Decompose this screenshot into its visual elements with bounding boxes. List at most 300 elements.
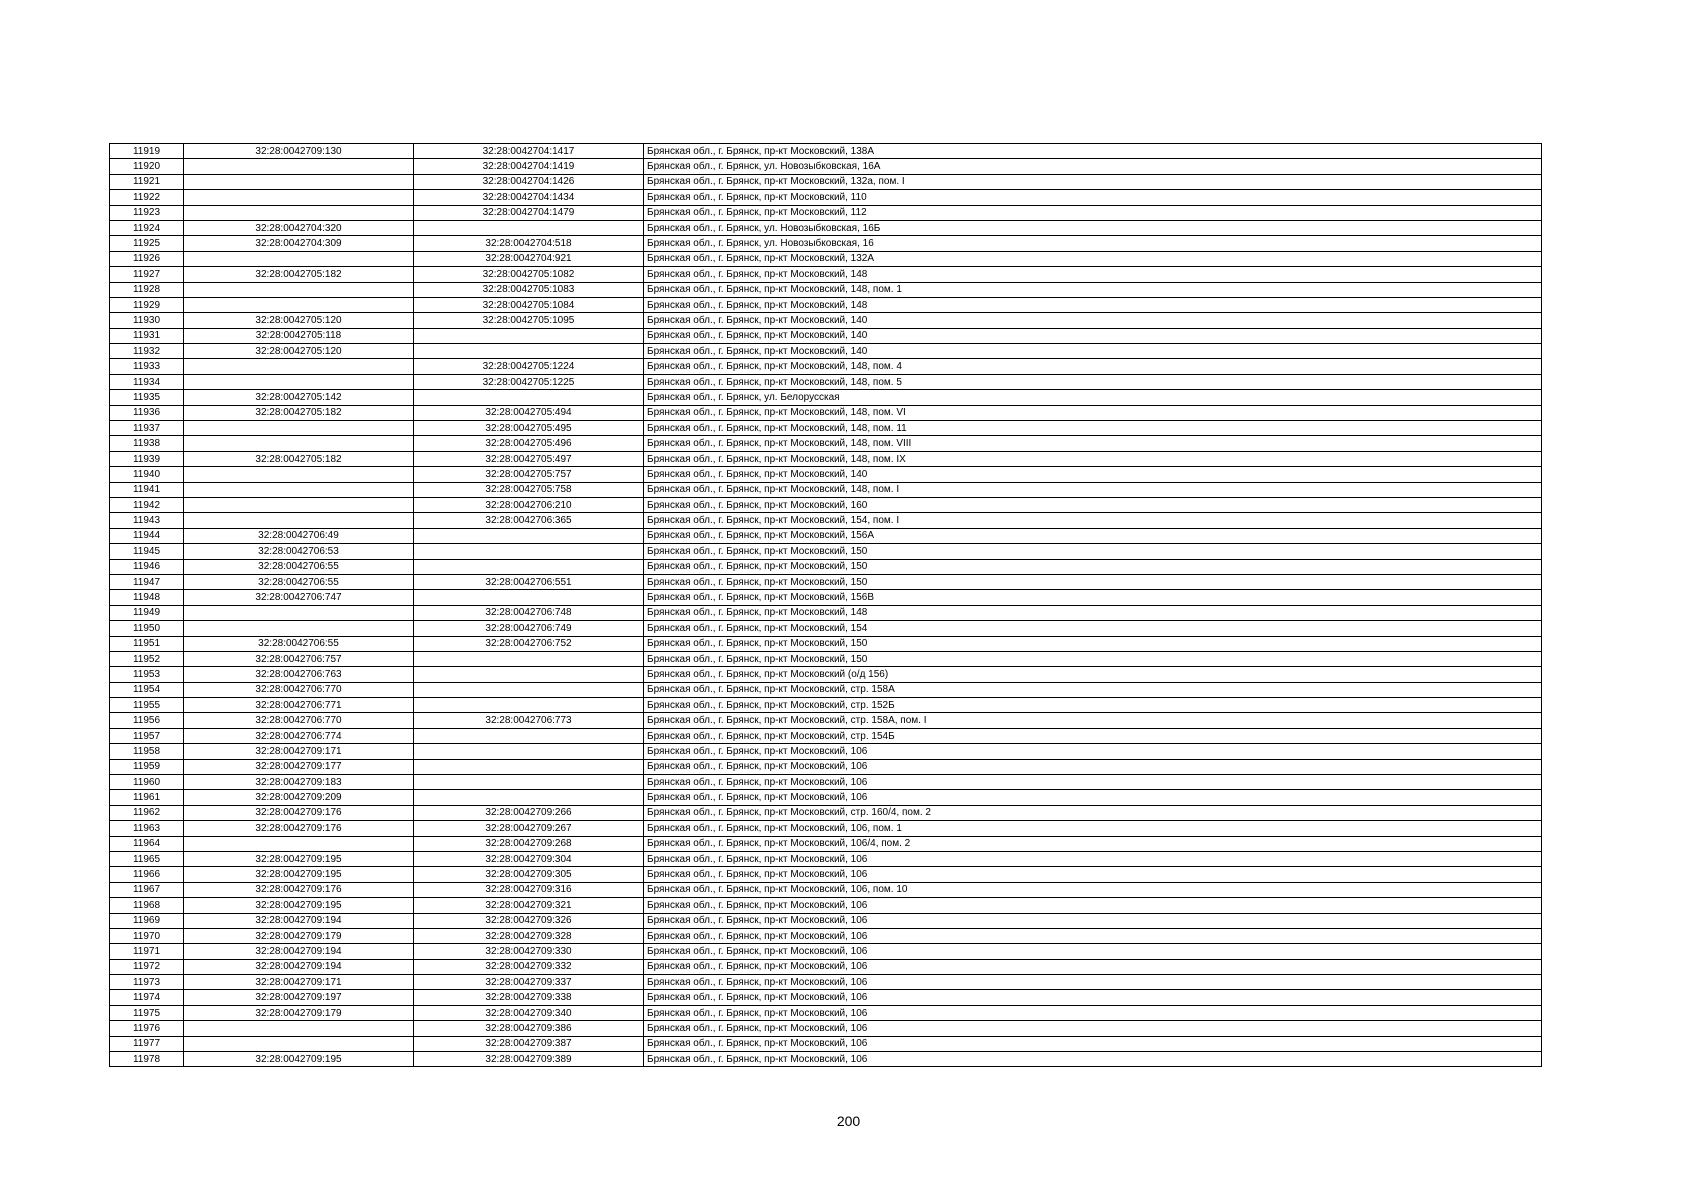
row-number-cell: 11967 <box>110 882 184 897</box>
table-body <box>110 144 1542 1067</box>
table-row <box>110 959 1542 974</box>
object-number-cell <box>414 698 644 713</box>
object-number-cell: 32:28:0042706:365 <box>414 513 644 528</box>
table-row <box>110 713 1542 728</box>
row-number-cell: 11978 <box>110 1052 184 1067</box>
row-number-cell: 11964 <box>110 836 184 851</box>
address-cell: Брянская обл., г. Брянск, ул. Новозыбковская, 16 <box>644 236 1542 251</box>
row-number-cell: 11975 <box>110 1005 184 1020</box>
parcel-number-cell <box>184 605 414 620</box>
parcel-number-cell: 32:28:0042709:195 <box>184 898 414 913</box>
row-number-cell: 11942 <box>110 497 184 512</box>
parcel-number-cell: 32:28:0042709:197 <box>184 990 414 1005</box>
table-row <box>110 390 1542 405</box>
parcel-number-cell <box>184 374 414 389</box>
parcel-number-cell: 32:28:0042709:194 <box>184 913 414 928</box>
parcel-number-cell <box>184 359 414 374</box>
table-row <box>110 482 1542 497</box>
row-number-cell: 11955 <box>110 698 184 713</box>
table-row <box>110 282 1542 297</box>
row-number-cell: 11971 <box>110 944 184 959</box>
table-row <box>110 313 1542 328</box>
table-row <box>110 220 1542 235</box>
table-row <box>110 821 1542 836</box>
table-row <box>110 559 1542 574</box>
table-row <box>110 467 1542 482</box>
address-cell: Брянская обл., г. Брянск, пр-кт Московский, 148, пом. I <box>644 482 1542 497</box>
table-row <box>110 1036 1542 1051</box>
parcel-number-cell: 32:28:0042706:747 <box>184 590 414 605</box>
address-cell: Брянская обл., г. Брянск, пр-кт Московский, 160 <box>644 497 1542 512</box>
parcel-number-cell: 32:28:0042706:770 <box>184 682 414 697</box>
table-row <box>110 374 1542 389</box>
parcel-number-cell <box>184 1036 414 1051</box>
object-number-cell: 32:28:0042709:338 <box>414 990 644 1005</box>
parcel-number-cell: 32:28:0042706:757 <box>184 651 414 666</box>
address-cell: Брянская обл., г. Брянск, пр-кт Московский, 106 <box>644 759 1542 774</box>
address-cell: Брянская обл., г. Брянск, пр-кт Московский, 106 <box>644 851 1542 866</box>
address-cell: Брянская обл., г. Брянск, пр-кт Московский, 106 <box>644 867 1542 882</box>
parcel-number-cell <box>184 513 414 528</box>
parcel-number-cell: 32:28:0042709:195 <box>184 1052 414 1067</box>
parcel-number-cell: 32:28:0042706:55 <box>184 636 414 651</box>
object-number-cell: 32:28:0042704:921 <box>414 251 644 266</box>
table-row <box>110 682 1542 697</box>
parcel-number-cell: 32:28:0042706:53 <box>184 544 414 559</box>
row-number-cell: 11929 <box>110 297 184 312</box>
object-number-cell <box>414 682 644 697</box>
address-cell: Брянская обл., г. Брянск, пр-кт Московский, 106 <box>644 944 1542 959</box>
address-cell: Брянская обл., г. Брянск, ул. Белорусская <box>644 390 1542 405</box>
row-number-cell: 11934 <box>110 374 184 389</box>
address-cell: Брянская обл., г. Брянск, пр-кт Московский, стр. 158А <box>644 682 1542 697</box>
parcel-number-cell <box>184 205 414 220</box>
object-number-cell: 32:28:0042709:332 <box>414 959 644 974</box>
row-number-cell: 11968 <box>110 898 184 913</box>
table-row <box>110 898 1542 913</box>
address-cell: Брянская обл., г. Брянск, пр-кт Московский, 106 <box>644 975 1542 990</box>
address-cell: Брянская обл., г. Брянск, пр-кт Московский, 154 <box>644 621 1542 636</box>
row-number-cell: 11919 <box>110 144 184 159</box>
object-number-cell <box>414 728 644 743</box>
row-number-cell: 11933 <box>110 359 184 374</box>
table-row <box>110 328 1542 343</box>
address-cell: Брянская обл., г. Брянск, пр-кт Московский, 132а, пом. I <box>644 174 1542 189</box>
table-row <box>110 990 1542 1005</box>
object-number-cell: 32:28:0042704:1426 <box>414 174 644 189</box>
address-cell: Брянская обл., г. Брянск, пр-кт Московский, 140 <box>644 467 1542 482</box>
object-number-cell: 32:28:0042709:321 <box>414 898 644 913</box>
table-row <box>110 297 1542 312</box>
table-row <box>110 759 1542 774</box>
table-row <box>110 851 1542 866</box>
row-number-cell: 11976 <box>110 1021 184 1036</box>
row-number-cell: 11950 <box>110 621 184 636</box>
parcel-number-cell: 32:28:0042709:179 <box>184 1005 414 1020</box>
table-row <box>110 1052 1542 1067</box>
object-number-cell: 32:28:0042709:305 <box>414 867 644 882</box>
row-number-cell: 11958 <box>110 744 184 759</box>
address-cell: Брянская обл., г. Брянск, пр-кт Московский, 106 <box>644 1036 1542 1051</box>
row-number-cell: 11925 <box>110 236 184 251</box>
table-row <box>110 636 1542 651</box>
parcel-number-cell <box>184 836 414 851</box>
row-number-cell: 11945 <box>110 544 184 559</box>
object-number-cell: 32:28:0042706:749 <box>414 621 644 636</box>
row-number-cell: 11970 <box>110 928 184 943</box>
table-row <box>110 174 1542 189</box>
row-number-cell: 11941 <box>110 482 184 497</box>
parcel-number-cell: 32:28:0042709:195 <box>184 867 414 882</box>
address-cell: Брянская обл., г. Брянск, пр-кт Московский, стр. 152Б <box>644 698 1542 713</box>
address-cell: Брянская обл., г. Брянск, пр-кт Московский, 110 <box>644 190 1542 205</box>
object-number-cell: 32:28:0042706:752 <box>414 636 644 651</box>
object-number-cell <box>414 544 644 559</box>
parcel-number-cell <box>184 436 414 451</box>
parcel-number-cell: 32:28:0042709:195 <box>184 851 414 866</box>
object-number-cell: 32:28:0042705:1095 <box>414 313 644 328</box>
parcel-number-cell: 32:28:0042709:130 <box>184 144 414 159</box>
table-row <box>110 497 1542 512</box>
address-cell: Брянская обл., г. Брянск, пр-кт Московский, 150 <box>644 559 1542 574</box>
parcel-number-cell: 32:28:0042705:182 <box>184 451 414 466</box>
address-cell: Брянская обл., г. Брянск, пр-кт Московский, 106, пом. 1 <box>644 821 1542 836</box>
table-row <box>110 544 1542 559</box>
row-number-cell: 11962 <box>110 805 184 820</box>
row-number-cell: 11956 <box>110 713 184 728</box>
row-number-cell: 11931 <box>110 328 184 343</box>
table-row <box>110 251 1542 266</box>
row-number-cell: 11972 <box>110 959 184 974</box>
object-number-cell: 32:28:0042704:1419 <box>414 159 644 174</box>
address-cell: Брянская обл., г. Брянск, пр-кт Московский, 148, пом. 1 <box>644 282 1542 297</box>
table-row <box>110 698 1542 713</box>
parcel-number-cell: 32:28:0042709:171 <box>184 744 414 759</box>
object-number-cell: 32:28:0042709:387 <box>414 1036 644 1051</box>
parcel-number-cell: 32:28:0042705:120 <box>184 313 414 328</box>
object-number-cell: 32:28:0042709:328 <box>414 928 644 943</box>
object-number-cell: 32:28:0042705:1082 <box>414 267 644 282</box>
row-number-cell: 11947 <box>110 574 184 589</box>
object-number-cell: 32:28:0042705:1225 <box>414 374 644 389</box>
address-cell: Брянская обл., г. Брянск, пр-кт Московский, 106 <box>644 913 1542 928</box>
row-number-cell: 11936 <box>110 405 184 420</box>
table-row <box>110 651 1542 666</box>
address-cell: Брянская обл., г. Брянск, пр-кт Московский, 148 <box>644 297 1542 312</box>
object-number-cell: 32:28:0042709:389 <box>414 1052 644 1067</box>
object-number-cell: 32:28:0042709:266 <box>414 805 644 820</box>
row-number-cell: 11932 <box>110 344 184 359</box>
object-number-cell <box>414 744 644 759</box>
parcel-number-cell <box>184 1021 414 1036</box>
address-cell: Брянская обл., г. Брянск, пр-кт Московский, 106 <box>644 990 1542 1005</box>
table-row <box>110 975 1542 990</box>
row-number-cell: 11923 <box>110 205 184 220</box>
parcel-number-cell: 32:28:0042709:176 <box>184 882 414 897</box>
address-cell: Брянская обл., г. Брянск, пр-кт Московский, 150 <box>644 651 1542 666</box>
table-row <box>110 605 1542 620</box>
object-number-cell: 32:28:0042706:551 <box>414 574 644 589</box>
address-cell: Брянская обл., г. Брянск, пр-кт Московский, 106 <box>644 928 1542 943</box>
object-number-cell: 32:28:0042705:497 <box>414 451 644 466</box>
table-row <box>110 836 1542 851</box>
object-number-cell: 32:28:0042709:268 <box>414 836 644 851</box>
address-cell: Брянская обл., г. Брянск, пр-кт Московский, 140 <box>644 328 1542 343</box>
parcel-number-cell <box>184 190 414 205</box>
row-number-cell: 11940 <box>110 467 184 482</box>
object-number-cell: 32:28:0042705:758 <box>414 482 644 497</box>
parcel-number-cell: 32:28:0042706:774 <box>184 728 414 743</box>
parcel-number-cell <box>184 497 414 512</box>
table-row <box>110 159 1542 174</box>
address-cell: Брянская обл., г. Брянск, пр-кт Московский, стр. 160/4, пом. 2 <box>644 805 1542 820</box>
data-table <box>109 143 1542 1067</box>
object-number-cell: 32:28:0042705:495 <box>414 421 644 436</box>
object-number-cell <box>414 328 644 343</box>
parcel-number-cell: 32:28:0042706:771 <box>184 698 414 713</box>
address-cell: Брянская обл., г. Брянск, пр-кт Московский, 150 <box>644 544 1542 559</box>
row-number-cell: 11938 <box>110 436 184 451</box>
object-number-cell <box>414 790 644 805</box>
parcel-number-cell: 32:28:0042705:120 <box>184 344 414 359</box>
row-number-cell: 11966 <box>110 867 184 882</box>
object-number-cell: 32:28:0042709:326 <box>414 913 644 928</box>
address-cell: Брянская обл., г. Брянск, пр-кт Московский, 106 <box>644 959 1542 974</box>
table-row <box>110 928 1542 943</box>
row-number-cell: 11965 <box>110 851 184 866</box>
object-number-cell: 32:28:0042705:1083 <box>414 282 644 297</box>
address-cell: Брянская обл., г. Брянск, ул. Новозыбковская, 16А <box>644 159 1542 174</box>
row-number-cell: 11921 <box>110 174 184 189</box>
address-cell: Брянская обл., г. Брянск, пр-кт Московский, 148, пом. 11 <box>644 421 1542 436</box>
table-row <box>110 421 1542 436</box>
row-number-cell: 11952 <box>110 651 184 666</box>
parcel-number-cell: 32:28:0042709:183 <box>184 775 414 790</box>
object-number-cell: 32:28:0042705:1224 <box>414 359 644 374</box>
address-cell: Брянская обл., г. Брянск, пр-кт Московский, 140 <box>644 344 1542 359</box>
table-row <box>110 590 1542 605</box>
parcel-number-cell: 32:28:0042709:209 <box>184 790 414 805</box>
object-number-cell: 32:28:0042709:330 <box>414 944 644 959</box>
object-number-cell: 32:28:0042709:316 <box>414 882 644 897</box>
row-number-cell: 11977 <box>110 1036 184 1051</box>
address-cell: Брянская обл., г. Брянск, пр-кт Московский, 106 <box>644 1021 1542 1036</box>
table-row <box>110 744 1542 759</box>
object-number-cell: 32:28:0042706:748 <box>414 605 644 620</box>
parcel-number-cell: 32:28:0042709:176 <box>184 805 414 820</box>
address-cell: Брянская обл., г. Брянск, пр-кт Московский, 150 <box>644 636 1542 651</box>
address-cell: Брянская обл., г. Брянск, пр-кт Московский, 148 <box>644 267 1542 282</box>
parcel-number-cell <box>184 297 414 312</box>
address-cell: Брянская обл., г. Брянск, пр-кт Московский, 156А <box>644 528 1542 543</box>
object-number-cell: 32:28:0042709:340 <box>414 1005 644 1020</box>
parcel-number-cell: 32:28:0042704:320 <box>184 220 414 235</box>
table-row <box>110 1021 1542 1036</box>
address-cell: Брянская обл., г. Брянск, ул. Новозыбковская, 16Б <box>644 220 1542 235</box>
table-row <box>110 451 1542 466</box>
row-number-cell: 11951 <box>110 636 184 651</box>
object-number-cell <box>414 528 644 543</box>
address-cell: Брянская обл., г. Брянск, пр-кт Московский, 148, пом. 4 <box>644 359 1542 374</box>
object-number-cell <box>414 390 644 405</box>
table-row <box>110 667 1542 682</box>
table-row <box>110 728 1542 743</box>
row-number-cell: 11944 <box>110 528 184 543</box>
row-number-cell: 11928 <box>110 282 184 297</box>
parcel-number-cell: 32:28:0042706:763 <box>184 667 414 682</box>
address-cell: Брянская обл., г. Брянск, пр-кт Московский, 106 <box>644 790 1542 805</box>
object-number-cell: 32:28:0042704:1417 <box>414 144 644 159</box>
table-row <box>110 436 1542 451</box>
row-number-cell: 11954 <box>110 682 184 697</box>
object-number-cell: 32:28:0042704:1434 <box>414 190 644 205</box>
row-number-cell: 11943 <box>110 513 184 528</box>
table-row <box>110 405 1542 420</box>
parcel-number-cell: 32:28:0042706:55 <box>184 559 414 574</box>
object-number-cell <box>414 559 644 574</box>
object-number-cell <box>414 759 644 774</box>
object-number-cell: 32:28:0042709:386 <box>414 1021 644 1036</box>
address-cell: Брянская обл., г. Брянск, пр-кт Московский, 148, пом. VI <box>644 405 1542 420</box>
object-number-cell: 32:28:0042709:267 <box>414 821 644 836</box>
parcel-number-cell: 32:28:0042706:55 <box>184 574 414 589</box>
table-row <box>110 528 1542 543</box>
table-row <box>110 882 1542 897</box>
object-number-cell: 32:28:0042705:1084 <box>414 297 644 312</box>
row-number-cell: 11922 <box>110 190 184 205</box>
row-number-cell: 11969 <box>110 913 184 928</box>
row-number-cell: 11935 <box>110 390 184 405</box>
row-number-cell: 11920 <box>110 159 184 174</box>
address-cell: Брянская обл., г. Брянск, пр-кт Московский, 106 <box>644 1052 1542 1067</box>
table-row <box>110 1005 1542 1020</box>
address-cell: Брянская обл., г. Брянск, пр-кт Московский, 148, пом. VIII <box>644 436 1542 451</box>
table-row <box>110 144 1542 159</box>
address-cell: Брянская обл., г. Брянск, пр-кт Московский, 106/4, пом. 2 <box>644 836 1542 851</box>
object-number-cell <box>414 344 644 359</box>
parcel-number-cell <box>184 467 414 482</box>
address-cell: Брянская обл., г. Брянск, пр-кт Московский, 106, пом. 10 <box>644 882 1542 897</box>
object-number-cell: 32:28:0042704:518 <box>414 236 644 251</box>
row-number-cell: 11963 <box>110 821 184 836</box>
table-row <box>110 775 1542 790</box>
object-number-cell: 32:28:0042709:337 <box>414 975 644 990</box>
table-row <box>110 190 1542 205</box>
parcel-number-cell <box>184 282 414 297</box>
address-cell: Брянская обл., г. Брянск, пр-кт Московский, 132А <box>644 251 1542 266</box>
object-number-cell: 32:28:0042709:304 <box>414 851 644 866</box>
object-number-cell: 32:28:0042705:494 <box>414 405 644 420</box>
parcel-number-cell: 32:28:0042709:194 <box>184 959 414 974</box>
parcel-number-cell <box>184 482 414 497</box>
parcel-number-cell: 32:28:0042705:182 <box>184 267 414 282</box>
row-number-cell: 11927 <box>110 267 184 282</box>
parcel-number-cell: 32:28:0042706:770 <box>184 713 414 728</box>
address-cell: Брянская обл., г. Брянск, пр-кт Московский, 140 <box>644 313 1542 328</box>
parcel-number-cell: 32:28:0042706:49 <box>184 528 414 543</box>
parcel-number-cell <box>184 159 414 174</box>
parcel-number-cell <box>184 251 414 266</box>
address-cell: Брянская обл., г. Брянск, пр-кт Московский, стр. 154Б <box>644 728 1542 743</box>
table-row <box>110 944 1542 959</box>
object-number-cell: 32:28:0042706:773 <box>414 713 644 728</box>
address-cell: Брянская обл., г. Брянск, пр-кт Московский, 156В <box>644 590 1542 605</box>
table-row <box>110 913 1542 928</box>
row-number-cell: 11937 <box>110 421 184 436</box>
row-number-cell: 11949 <box>110 605 184 620</box>
row-number-cell: 11960 <box>110 775 184 790</box>
address-cell: Брянская обл., г. Брянск, пр-кт Московский, 154, пом. I <box>644 513 1542 528</box>
address-cell: Брянская обл., г. Брянск, пр-кт Московский (о/д 156) <box>644 667 1542 682</box>
table-row <box>110 513 1542 528</box>
row-number-cell: 11957 <box>110 728 184 743</box>
object-number-cell <box>414 775 644 790</box>
table-row <box>110 805 1542 820</box>
address-cell: Брянская обл., г. Брянск, пр-кт Московский, 148 <box>644 605 1542 620</box>
address-cell: Брянская обл., г. Брянск, пр-кт Московский, 148, пом. IX <box>644 451 1542 466</box>
object-number-cell: 32:28:0042706:210 <box>414 497 644 512</box>
table-row <box>110 574 1542 589</box>
object-number-cell <box>414 220 644 235</box>
object-number-cell: 32:28:0042705:496 <box>414 436 644 451</box>
parcel-number-cell: 32:28:0042705:182 <box>184 405 414 420</box>
address-cell: Брянская обл., г. Брянск, пр-кт Московский, 138А <box>644 144 1542 159</box>
row-number-cell: 11939 <box>110 451 184 466</box>
table-row <box>110 359 1542 374</box>
table-row <box>110 621 1542 636</box>
table-row <box>110 867 1542 882</box>
row-number-cell: 11926 <box>110 251 184 266</box>
object-number-cell: 32:28:0042704:1479 <box>414 205 644 220</box>
row-number-cell: 11930 <box>110 313 184 328</box>
address-cell: Брянская обл., г. Брянск, пр-кт Московский, 148, пом. 5 <box>644 374 1542 389</box>
parcel-number-cell: 32:28:0042705:118 <box>184 328 414 343</box>
address-cell: Брянская обл., г. Брянск, пр-кт Московский, 106 <box>644 744 1542 759</box>
page-number: 200 <box>836 1113 861 1129</box>
address-cell: Брянская обл., г. Брянск, пр-кт Московский, 112 <box>644 205 1542 220</box>
object-number-cell <box>414 667 644 682</box>
parcel-number-cell: 32:28:0042709:176 <box>184 821 414 836</box>
table-row <box>110 236 1542 251</box>
row-number-cell: 11953 <box>110 667 184 682</box>
parcel-number-cell: 32:28:0042704:309 <box>184 236 414 251</box>
parcel-number-cell: 32:28:0042709:171 <box>184 975 414 990</box>
address-cell: Брянская обл., г. Брянск, пр-кт Московский, 106 <box>644 898 1542 913</box>
table-row <box>110 205 1542 220</box>
object-number-cell: 32:28:0042705:757 <box>414 467 644 482</box>
object-number-cell <box>414 590 644 605</box>
row-number-cell: 11959 <box>110 759 184 774</box>
address-cell: Брянская обл., г. Брянск, пр-кт Московский, 150 <box>644 574 1542 589</box>
parcel-number-cell: 32:28:0042709:179 <box>184 928 414 943</box>
parcel-number-cell <box>184 621 414 636</box>
row-number-cell: 11974 <box>110 990 184 1005</box>
row-number-cell: 11961 <box>110 790 184 805</box>
address-cell: Брянская обл., г. Брянск, пр-кт Московский, 106 <box>644 775 1542 790</box>
object-number-cell <box>414 651 644 666</box>
row-number-cell: 11973 <box>110 975 184 990</box>
parcel-number-cell: 32:28:0042709:194 <box>184 944 414 959</box>
parcel-number-cell <box>184 421 414 436</box>
address-cell: Брянская обл., г. Брянск, пр-кт Московский, стр. 158А, пом. I <box>644 713 1542 728</box>
parcel-number-cell: 32:28:0042709:177 <box>184 759 414 774</box>
table-row <box>110 344 1542 359</box>
parcel-number-cell <box>184 174 414 189</box>
address-cell: Брянская обл., г. Брянск, пр-кт Московский, 106 <box>644 1005 1542 1020</box>
parcel-number-cell: 32:28:0042705:142 <box>184 390 414 405</box>
row-number-cell: 11946 <box>110 559 184 574</box>
row-number-cell: 11948 <box>110 590 184 605</box>
